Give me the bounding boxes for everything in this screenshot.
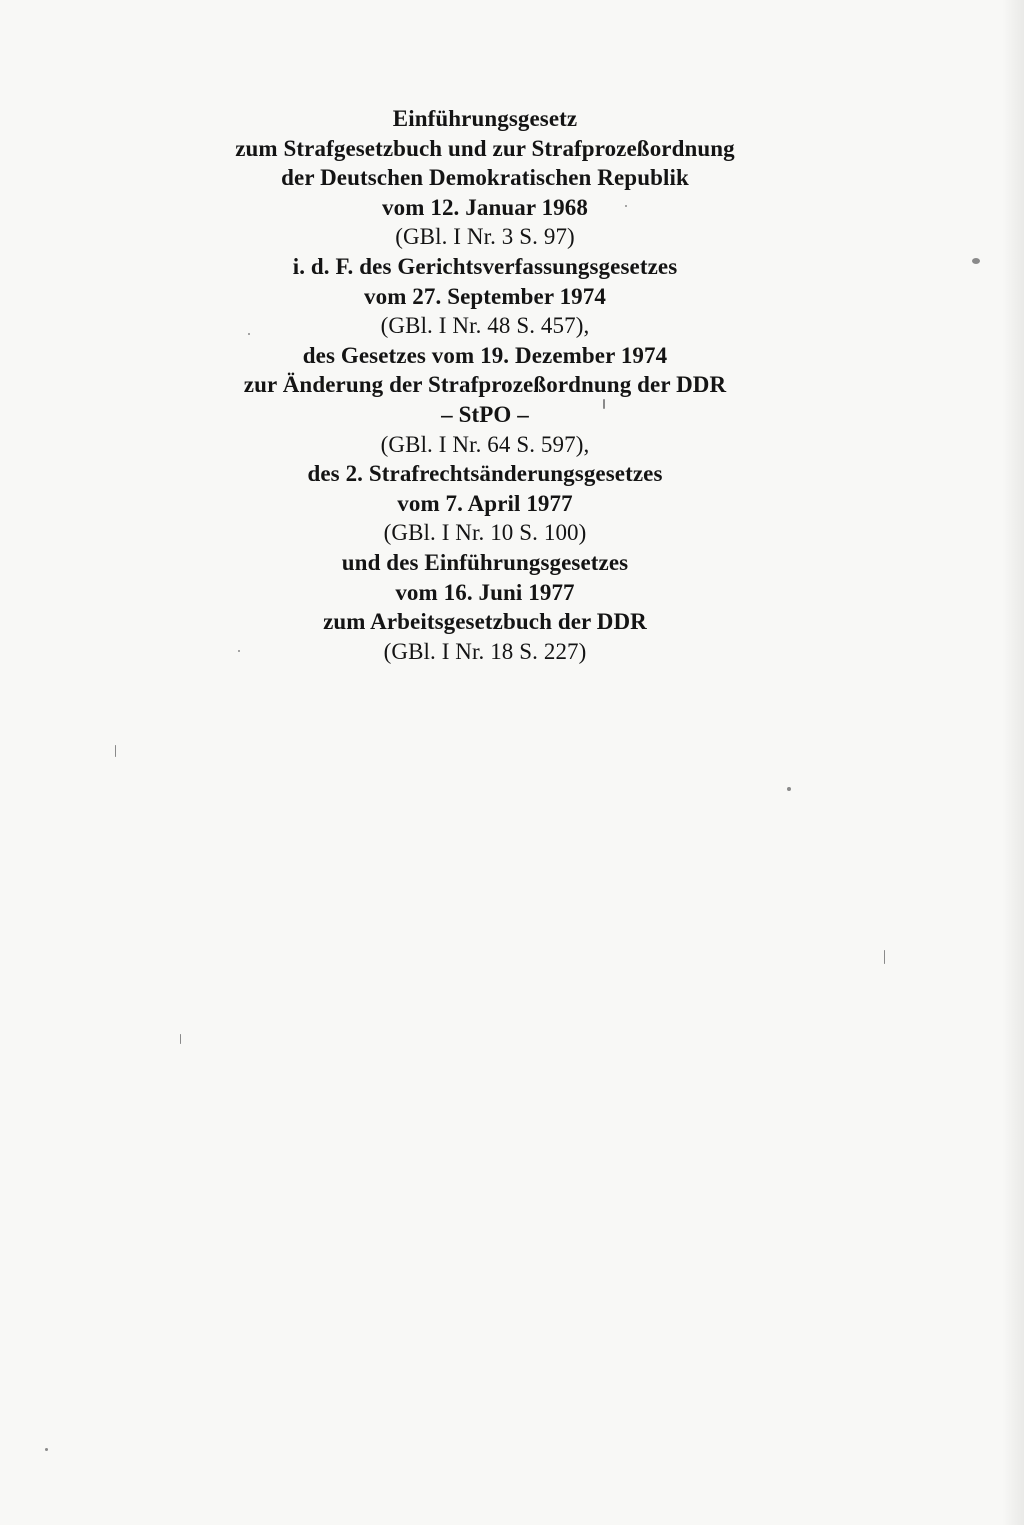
date-line-1: vom 12. Januar 1968 [382, 194, 588, 220]
scan-speck [884, 950, 885, 964]
scan-speck [603, 399, 605, 409]
version-line: i. d. F. des Gerichtsverfassungsgesetzes [292, 253, 678, 279]
scan-speck [180, 1034, 181, 1044]
amendment-line-5: zum Arbeitsgesetzbuch der DDR [323, 609, 647, 635]
abbreviation-line: – StPO – [441, 401, 529, 427]
amendment-line-2: zur Änderung der Strafprozeßordnung der DDR [243, 372, 727, 398]
citation-line-1: (GBl. I Nr. 3 S. 97) [395, 224, 575, 250]
citation-line-4: (GBl. I Nr. 10 S. 100) [383, 520, 587, 546]
amendment-line-3: des 2. Strafrechtsänderungsgesetzes [307, 461, 663, 487]
title-line-3: der Deutschen Demokratischen Republik [281, 165, 689, 191]
citation-line-2: (GBl. I Nr. 48 S. 457), [380, 313, 590, 339]
citation-line-5: (GBl. I Nr. 18 S. 227) [383, 638, 587, 664]
title-line-2: zum Strafgesetzbuch und zur Strafprozeßordnung [235, 135, 735, 161]
date-line-3: vom 7. April 1977 [397, 490, 573, 516]
scan-speck [248, 333, 250, 335]
scan-speck [972, 258, 980, 264]
date-line-4: vom 16. Juni 1977 [395, 579, 575, 605]
date-line-2: vom 27. September 1974 [364, 283, 606, 309]
citation-line-3: (GBl. I Nr. 64 S. 597), [380, 431, 590, 457]
scan-speck [115, 745, 116, 757]
page-edge-shadow [1002, 0, 1024, 1525]
title-block [0, 104, 970, 666]
scan-speck [787, 787, 791, 791]
amendment-line-1: des Gesetzes vom 19. Dezember 1974 [302, 342, 668, 368]
scan-speck [238, 650, 240, 652]
title-line-1: Einführungsgesetz [392, 106, 578, 131]
scan-speck [625, 205, 627, 207]
scan-speck [45, 1448, 48, 1451]
amendment-line-4: und des Einführungsgesetzes [341, 549, 629, 575]
